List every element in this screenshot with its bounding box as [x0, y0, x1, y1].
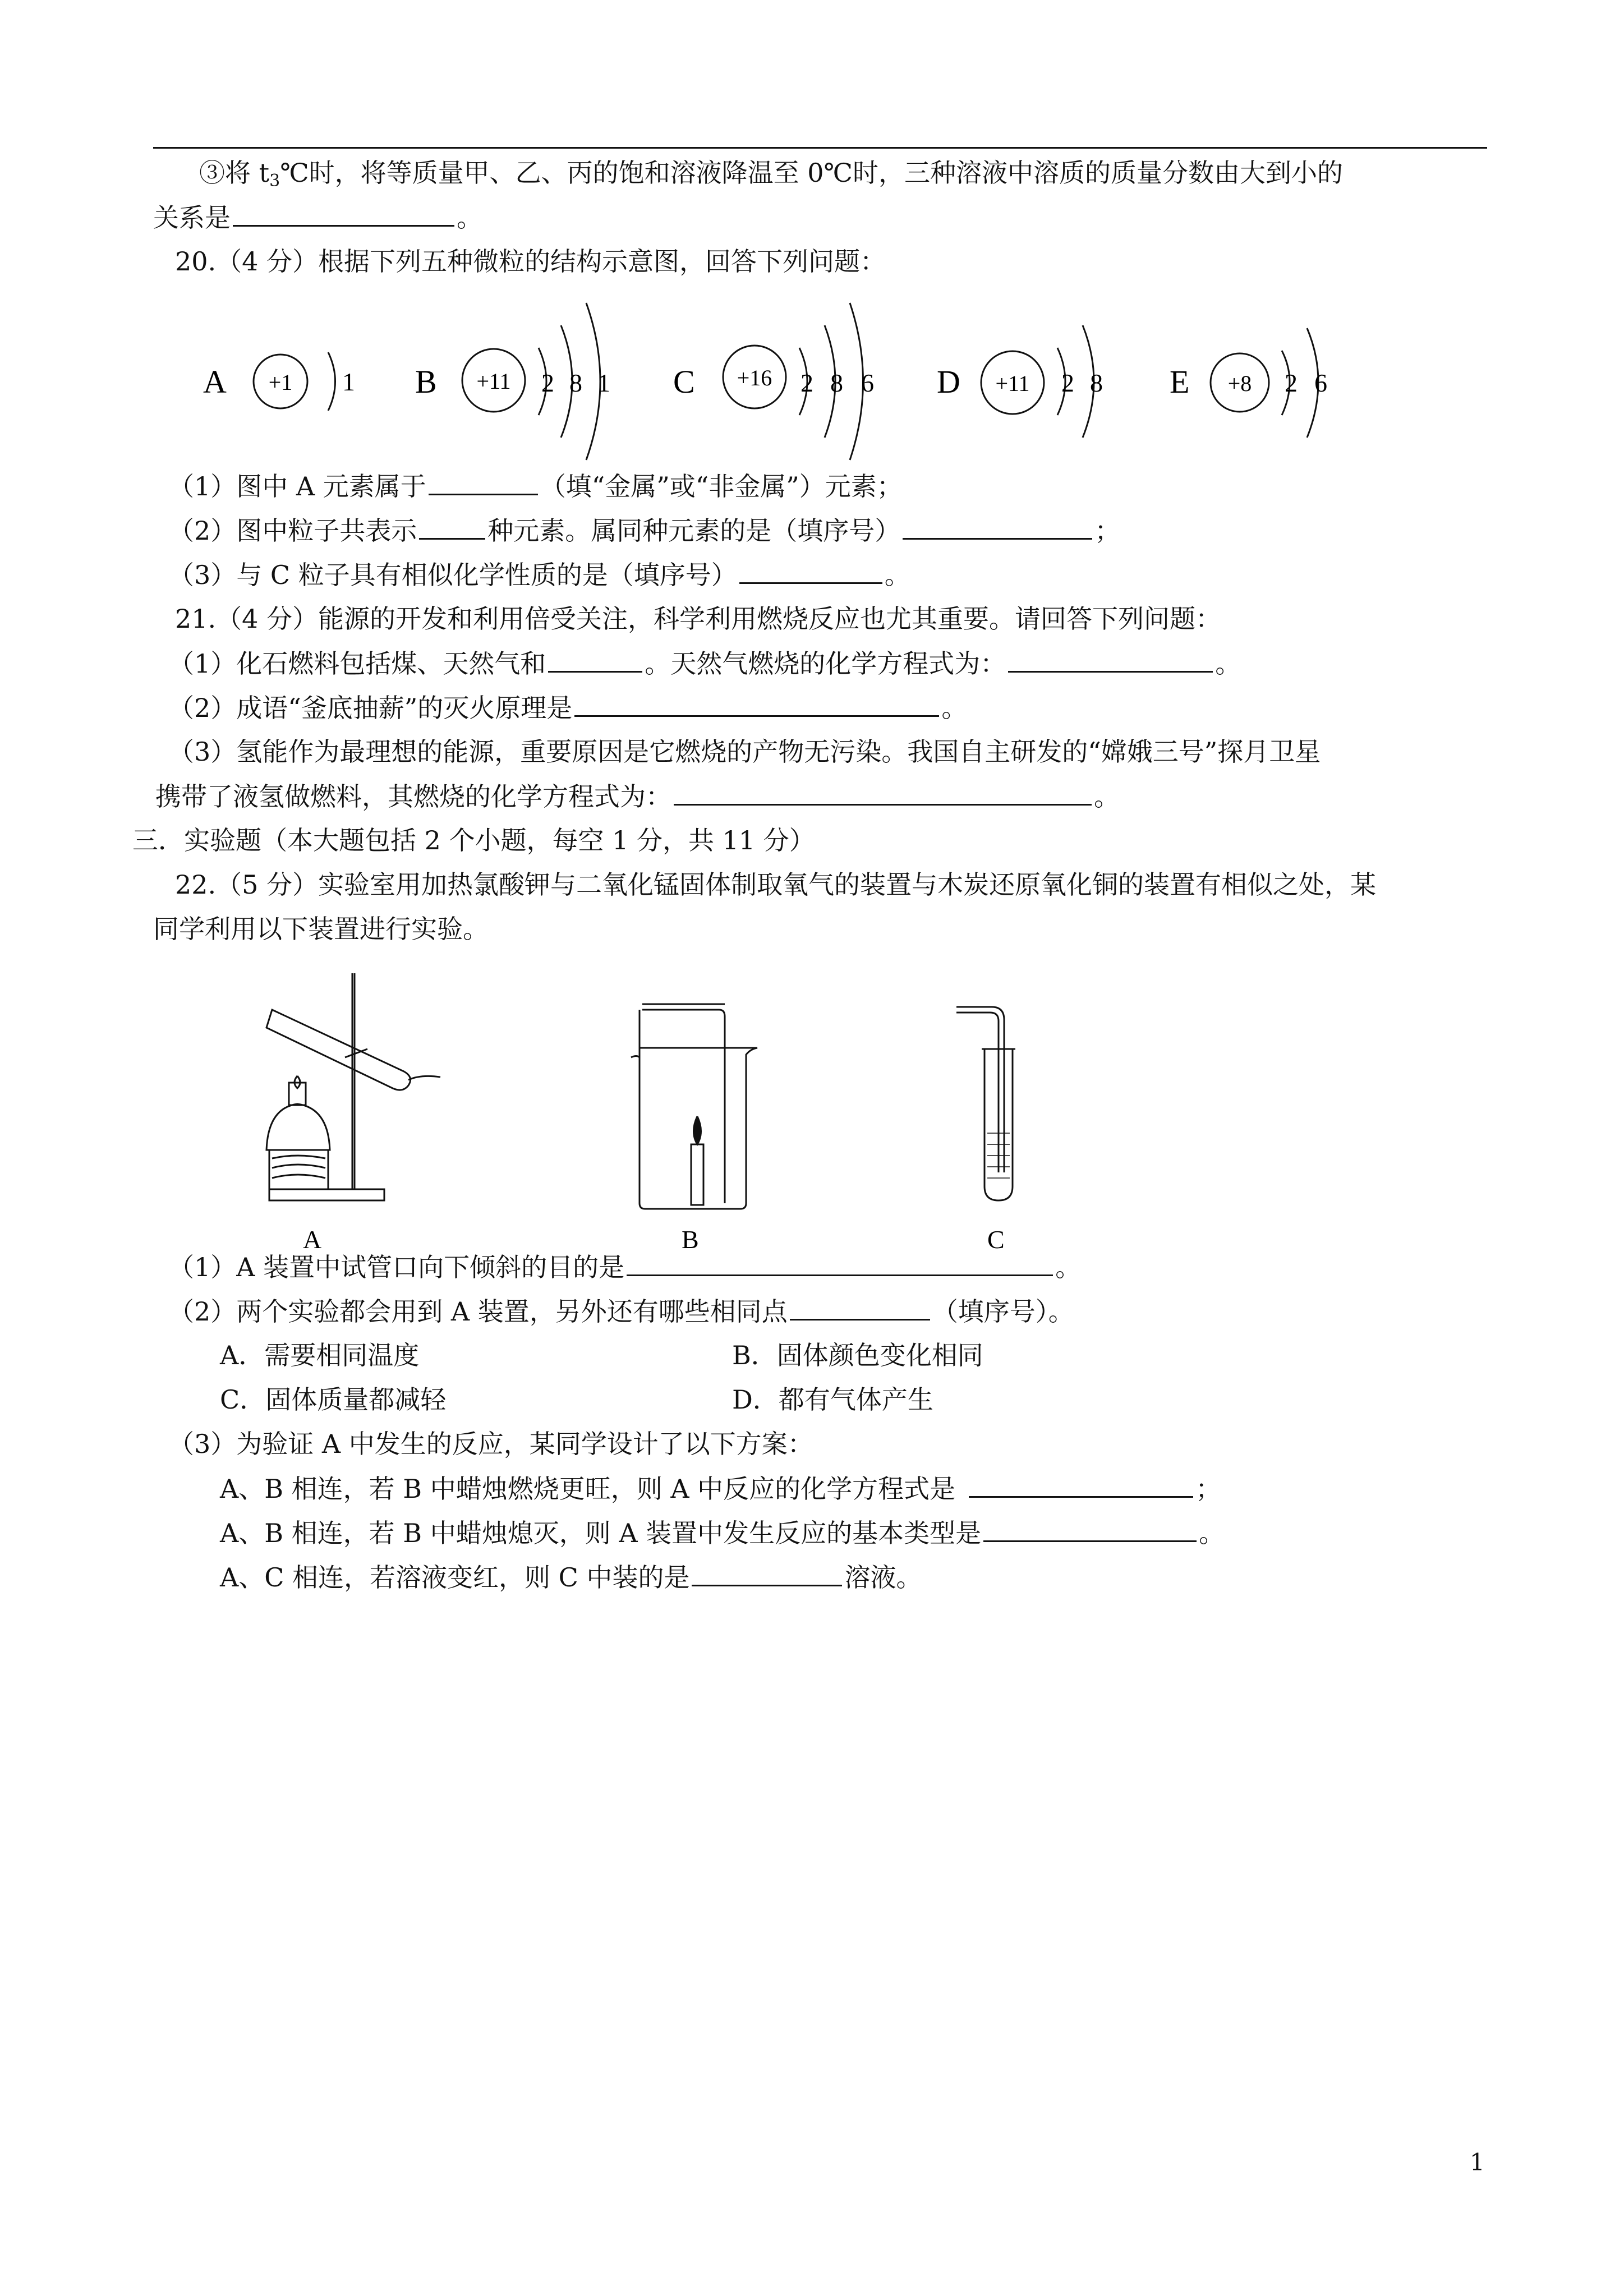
svg-text:2: 2: [801, 369, 813, 397]
svg-text:8: 8: [1090, 369, 1103, 397]
q22-option-d: D．都有气体产生: [732, 1384, 933, 1415]
apparatus-c: [956, 1007, 1015, 1200]
svg-text:B: B: [415, 364, 437, 400]
svg-text:A: A: [203, 364, 227, 400]
q22-sub3-a: A、B 相连，若 B 中蜡烛燃烧更旺，则 A 中反应的化学方程式是 ；: [220, 1471, 1221, 1506]
section-heading: 三．实验题（本大题包括 2 个小题，每空 1 分，共 11 分）: [132, 825, 815, 855]
q22-stem-line1: 22.（5 分）实验室用加热氯酸钾与二氧化锰固体制取氧气的装置与木炭还原氧化铜的装置有相似之处，某: [175, 869, 1377, 900]
answer-blank[interactable]: [790, 1294, 930, 1320]
q21-sub1: （1）化石燃料包括煤、天然气和 。天然气燃烧的化学方程式为： 。: [168, 646, 1241, 680]
q22-sub3-b: A、B 相连，若 B 中蜡烛熄灭，则 A 装置中发生反应的基本类型是 。: [220, 1516, 1225, 1550]
atom-diagram-c: [673, 303, 874, 460]
answer-blank[interactable]: [692, 1560, 842, 1586]
atomic-structure-diagrams: [191, 292, 1369, 471]
svg-text:E: E: [1170, 364, 1190, 400]
q22-sub2: （2）两个实验都会用到 A 装置，另外还有哪些相同点 （填序号）。: [168, 1294, 1074, 1328]
svg-text:+8: +8: [1227, 371, 1252, 396]
answer-blank[interactable]: [969, 1471, 1193, 1498]
svg-text:A: A: [303, 1225, 322, 1254]
answer-blank[interactable]: [739, 558, 882, 584]
svg-text:6: 6: [861, 369, 874, 397]
q21-sub3-line1: （3）氢能作为最理想的能源，重要原因是它燃烧的产物无污染。我国自主研发的“嫦娥三号”探月卫星: [168, 737, 1321, 767]
q21-sub2: （2）成语“釜底抽薪”的灭火原理是 。: [168, 691, 967, 725]
q22-option-c: C．固体质量都减轻: [220, 1384, 447, 1415]
answer-blank[interactable]: [1008, 646, 1213, 673]
svg-text:+11: +11: [476, 369, 511, 394]
answer-blank[interactable]: [903, 513, 1092, 540]
svg-text:+11: +11: [995, 371, 1030, 396]
apparatus-a: [266, 973, 440, 1200]
svg-text:2: 2: [541, 369, 554, 397]
atom-diagram-e: [1170, 328, 1327, 438]
answer-blank[interactable]: [983, 1516, 1197, 1542]
svg-text:+16: +16: [737, 365, 772, 390]
svg-text:C: C: [987, 1225, 1005, 1254]
q22-option-a: A．需要相同温度: [220, 1340, 420, 1370]
svg-text:C: C: [673, 364, 695, 400]
atom-diagram-d: [937, 325, 1103, 438]
apparatus-b: [631, 1004, 757, 1209]
q20-sub3: （3）与 C 粒子具有相似化学性质的是（填序号） 。: [168, 558, 910, 592]
page-number: 1: [1470, 2148, 1485, 2176]
q22-stem-line2: 同学利用以下装置进行实验。: [153, 914, 489, 944]
svg-text:1: 1: [597, 369, 610, 397]
apparatus-diagram: [236, 965, 1161, 1268]
answer-blank[interactable]: [627, 1250, 1053, 1276]
answer-blank[interactable]: [574, 691, 939, 717]
answer-blank[interactable]: [233, 200, 454, 227]
svg-text:D: D: [937, 364, 960, 400]
svg-text:+1: +1: [268, 370, 293, 395]
svg-text:2: 2: [1285, 369, 1298, 397]
header-rule: [153, 147, 1487, 149]
answer-blank[interactable]: [429, 469, 538, 495]
svg-text:8: 8: [569, 369, 582, 397]
q19-item3-line2: 关系是 。: [153, 200, 482, 234]
q20-sub1: （1）图中 A 元素属于 （填“金属”或“非金属”）元素；: [168, 469, 903, 503]
q19-item3-line1: ③将 $t_3℃$时，将等质量甲、乙、丙的饱和溶液降温至 0℃时，三种溶液中溶质的质量分数由大到小的: [199, 158, 1344, 191]
q22-sub1: （1）A 装置中试管口向下倾斜的目的是 。: [168, 1250, 1081, 1284]
q21-sub3-line2: 携带了液氢做燃料，其燃烧的化学方程式为： 。: [155, 779, 1120, 813]
answer-blank[interactable]: [674, 779, 1092, 806]
atom-diagram-a: [203, 352, 355, 411]
svg-text:6: 6: [1314, 369, 1327, 397]
q20-sub2: （2）图中粒子共表示 种元素。属同种元素的是（填序号） ；: [168, 513, 1120, 547]
q22-sub3-stem: （3）为验证 A 中发生的反应，某同学设计了以下方案：: [168, 1429, 813, 1459]
atom-diagram-b: [415, 303, 610, 460]
q22-option-b: B．固体颜色变化相同: [732, 1340, 983, 1370]
q20-stem: 20.（4 分）根据下列五种微粒的结构示意图，回答下列问题：: [175, 246, 886, 277]
q22-sub3-c: A、C 相连，若溶液变红，则 C 中装的是 溶液。: [220, 1560, 922, 1594]
q21-stem: 21.（4 分）能源的开发和利用倍受关注，科学利用燃烧反应也尤其重要。请回答下列问题：: [175, 604, 1222, 634]
svg-text:B: B: [682, 1225, 699, 1254]
svg-text:2: 2: [1061, 369, 1074, 397]
answer-blank[interactable]: [548, 646, 642, 673]
svg-text:1: 1: [342, 367, 355, 396]
svg-text:8: 8: [830, 369, 843, 397]
answer-blank[interactable]: [419, 513, 485, 540]
